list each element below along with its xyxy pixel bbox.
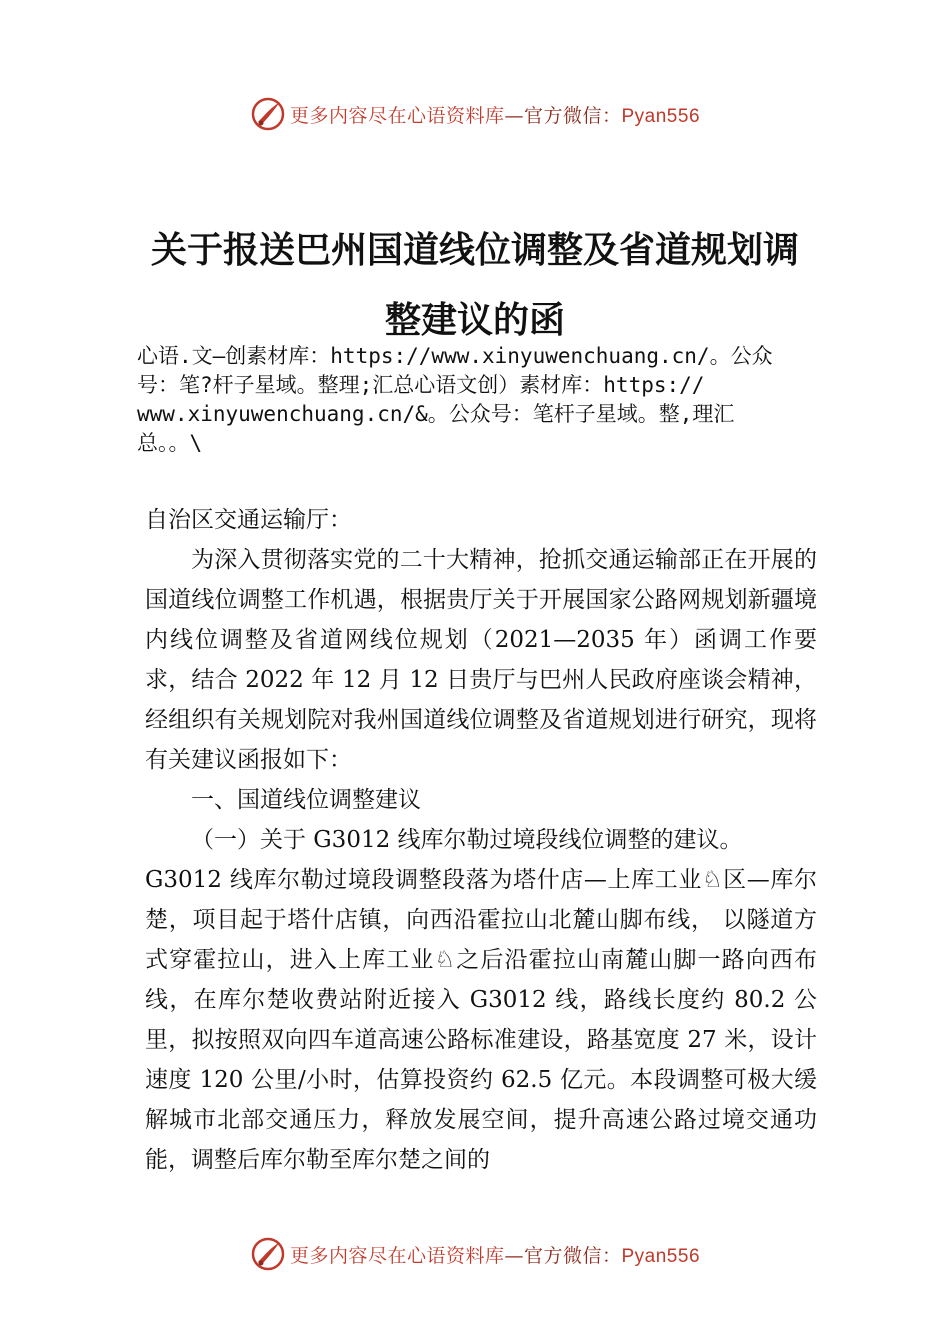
paragraph: G3012 线库尔勒过境段调整段落为塔什店—上库工业♘区—库尔楚，项目起于塔什店镇，向西沿霍拉山北麓山脚布线， 以隧道方式穿霍拉山，进入上库工业♘之后沿霍拉山南麓山脚一路向西布线，在库尔楚收费站附近接入 G3012 线，路线长度约 80.2 公里，拟按照双向四车道高速公路标准建设，路基宽度 27 米，设计速度 120 公里/小时，估算投资约 62.5 亿元。本段调整可极大缓解城市北部交通压力，释放发展空间，提升高速公路过境交通功能，调整后库尔勒至库尔楚之间的 [145, 867, 817, 1173]
document-title-line-2: 整建议的函 [384, 299, 565, 341]
brush-logo-icon [250, 1236, 286, 1272]
banner-text: 更多内容尽在心语资料库 [289, 104, 505, 127]
notice-line: www.xinyuwenchuang.cn/&。公众号：笔杆子星域。整,理汇 [137, 402, 735, 426]
banner-wechat-label: 官方微信： [523, 104, 622, 127]
banner-dash: — [504, 1244, 524, 1267]
footer-watermark-banner [0, 1232, 950, 1276]
notice-line: 号：笔?杆子星域。整理;汇总心语文创）素材库：https:// [137, 373, 705, 397]
paragraph: 为深入贯彻落实党的二十大精神，抢抓交通运输部正在开展的国道线位调整工作机遇，根据贵厅关于开展国家公路网规划新疆境内线位调整及省道网线位规划（2021—2035 年）函调工作要求，结合 2022 年 12 月 12 日贵厅与巴州人民政府座谈会精神，经组织有关规划院对我州国道线位调整及省道规划进行研究，现将有关建议函报如下： [145, 547, 817, 773]
source-notice [137, 342, 847, 458]
header-watermark-banner [0, 92, 950, 136]
brush-logo-icon [250, 96, 286, 132]
banner-text: 更多内容尽在心语资料库 [289, 1244, 505, 1267]
document-title-line-1: 关于报送巴州国道线位调整及省道规划调 [150, 229, 799, 271]
salutation: 自治区交通运输厅： [145, 507, 352, 533]
notice-line: 心语.文—创素材库：https://www.xinyuwenchuang.cn/。公众 [137, 344, 773, 368]
section-heading: 一、国道线位调整建议 [191, 787, 421, 813]
banner-wechat-id: Pyan556 [621, 105, 701, 127]
banner-dash: — [504, 104, 524, 127]
banner-wechat-id: Pyan556 [621, 1245, 701, 1267]
letter-body [145, 500, 817, 1180]
notice-line: 总。。\ [137, 431, 203, 455]
banner-wechat-label: 官方微信： [523, 1244, 622, 1267]
subsection-heading: （一）关于 G3012 线库尔勒过境段线位调整的建议。 [191, 827, 743, 853]
